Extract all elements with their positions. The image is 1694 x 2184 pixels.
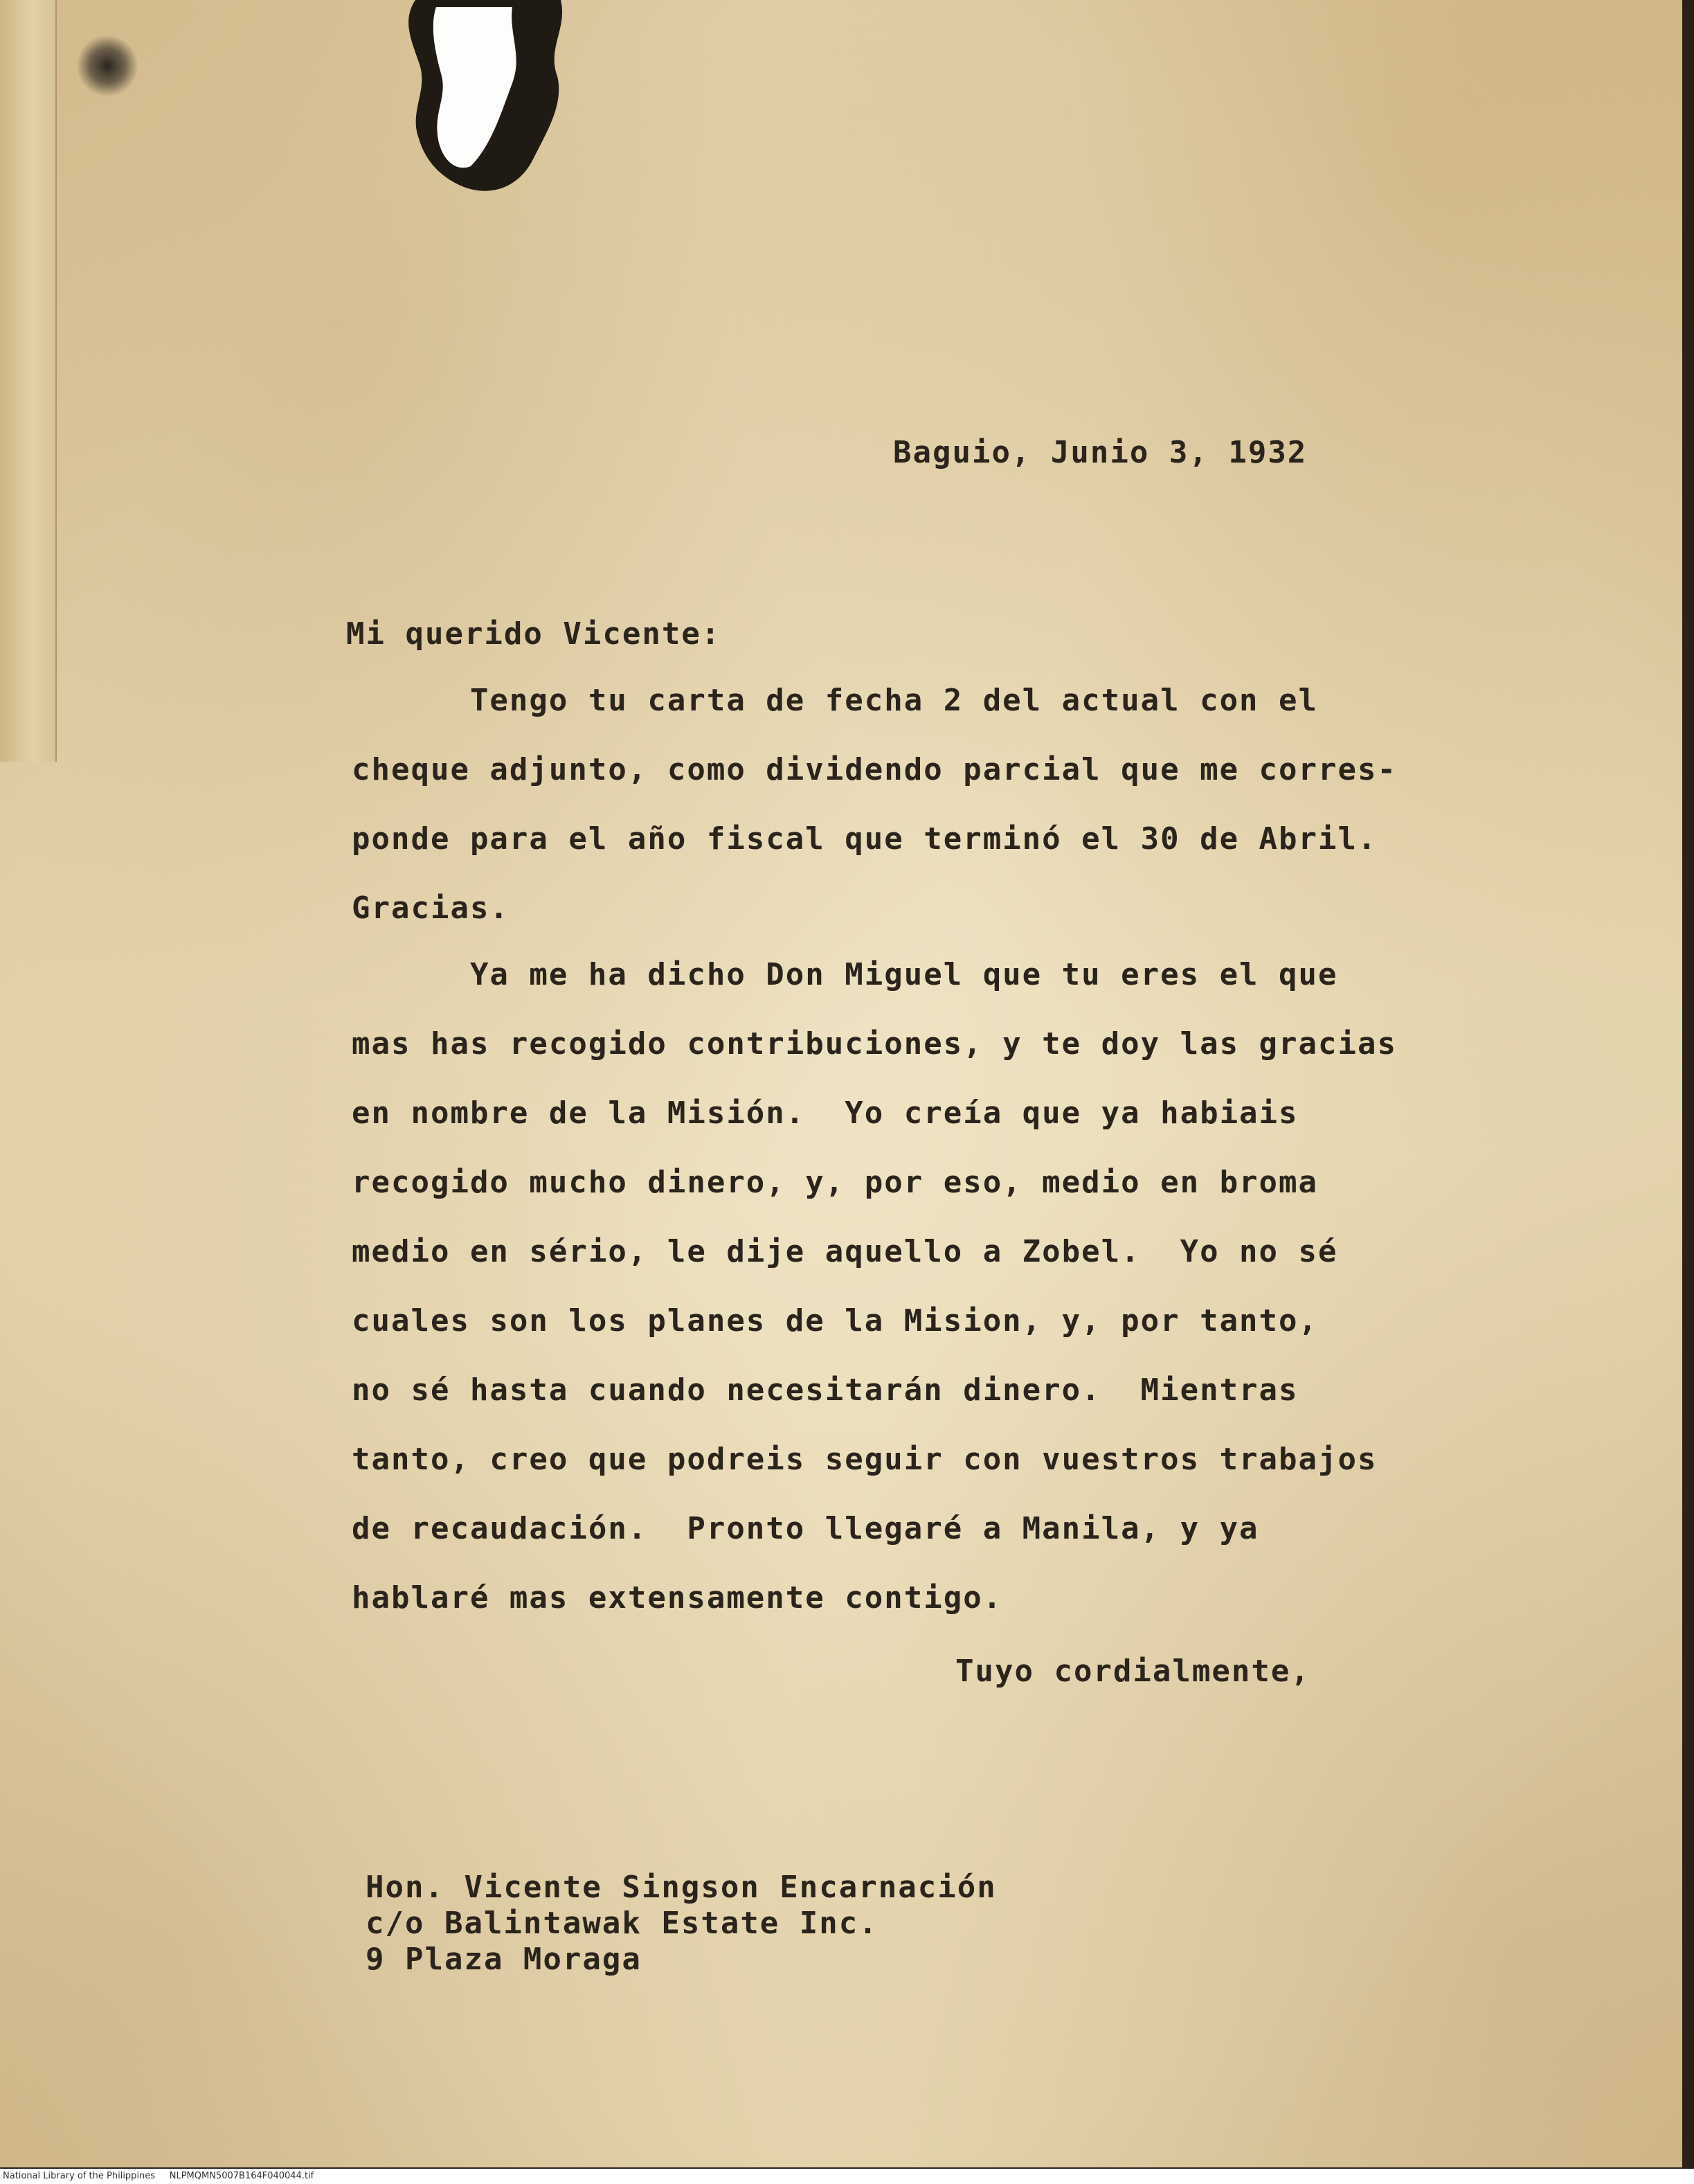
letter-paragraph-1: [352, 666, 1397, 943]
paragraph-line: recogido mucho dinero, y, por eso, medio en broma: [352, 1165, 1319, 1200]
paragraph-line: cheque adjunto, como dividendo parcial que me corres-: [352, 752, 1397, 787]
paragraph-line: cuales son los planes de la Mision, y, por tanto,: [352, 1303, 1319, 1339]
paragraph-line: en nombre de la Misión. Yo creía que ya habiais: [352, 1095, 1299, 1131]
ink-stain: [76, 35, 138, 97]
paragraph-line: no sé hasta cuando necesitarán dinero. Mientras: [352, 1372, 1299, 1408]
letter-date: Baguio, Junio 3, 1932: [893, 435, 1308, 470]
address-line: c/o Balintawak Estate Inc.: [366, 1906, 878, 1941]
paragraph-line: Ya me ha dicho Don Miguel que tu eres el que: [352, 957, 1338, 992]
folded-paper-strip: [0, 0, 57, 762]
paragraph-line: ponde para el año fiscal que terminó el 30 de Abril.: [352, 821, 1378, 857]
paragraph-line: mas has recogido contribuciones, y te doy las gracias: [352, 1026, 1397, 1062]
paragraph-line: Tengo tu carta de fecha 2 del actual con el: [352, 683, 1319, 718]
letter-salutation: Mi querido Vicente:: [346, 616, 721, 652]
burn-hole: [388, 0, 595, 201]
address-line: Hon. Vicente Singson Encarnación: [366, 1870, 997, 1905]
address-line: 9 Plaza Moraga: [366, 1942, 642, 1977]
paragraph-line: Gracias.: [352, 890, 510, 926]
scan-footer: National Library of the Philippines NLPMQMN5007B164F040044.tif: [0, 2169, 1694, 2184]
paragraph-line: de recaudación. Pronto llegaré a Manila, y ya: [352, 1511, 1259, 1546]
paragraph-line: tanto, creo que podreis seguir con vuestros trabajos: [352, 1442, 1378, 1477]
recipient-address: [366, 1870, 997, 1978]
paragraph-line: medio en sério, le dije aquello a Zobel. Yo no sé: [352, 1234, 1338, 1269]
letter-paragraph-2: [352, 940, 1397, 1633]
letter-closing: Tuyo cordialmente,: [955, 1654, 1310, 1689]
paragraph-line: hablaré mas extensamente contigo.: [352, 1580, 1003, 1615]
